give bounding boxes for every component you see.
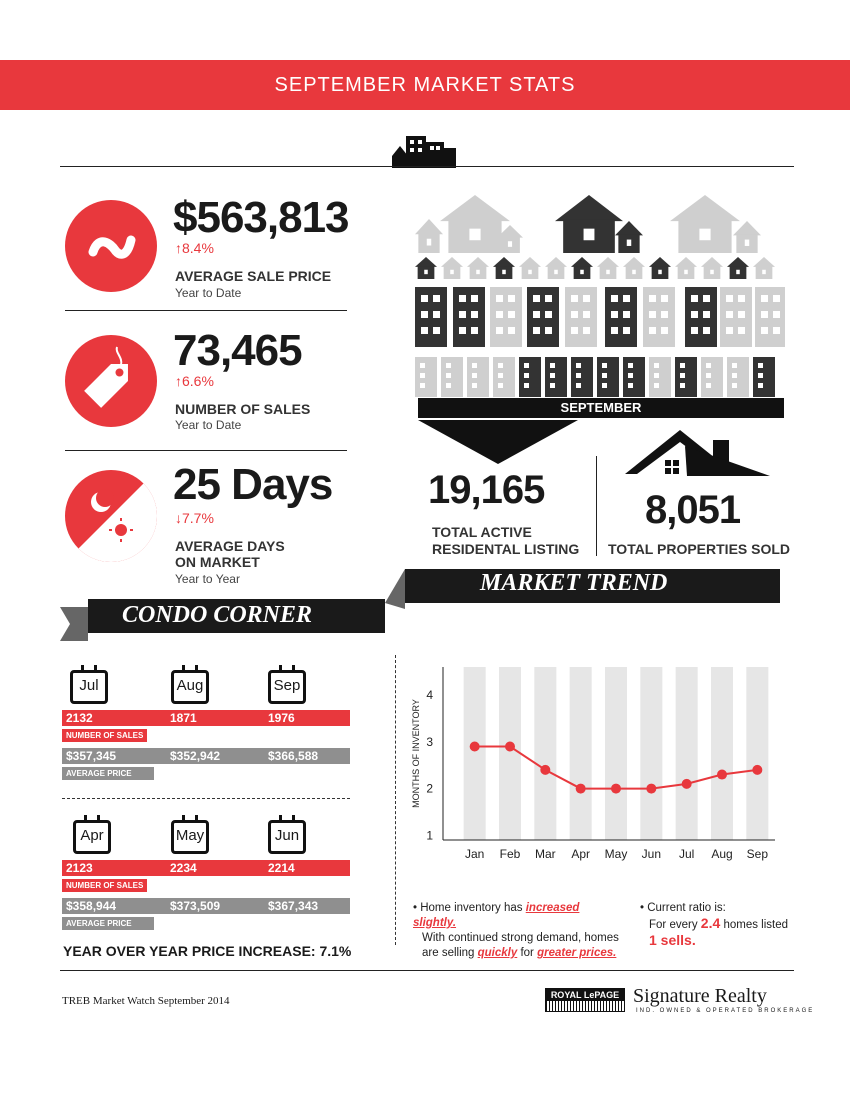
days-on-market-value: 25 Days <box>173 460 333 509</box>
sales-tag: NUMBER OF SALES <box>62 729 147 742</box>
house-icon <box>675 257 697 279</box>
building-icon <box>727 357 749 397</box>
building-icon <box>571 357 593 397</box>
price-bar <box>62 898 350 914</box>
note-text: For every <box>649 919 698 931</box>
days-on-market-label: AVERAGE DAYS <box>175 538 285 554</box>
note-emphasis: greater prices. <box>537 947 617 959</box>
house-icon <box>441 257 463 279</box>
y-axis-label: MONTHS OF INVENTORY <box>411 699 421 808</box>
column-band <box>534 667 556 840</box>
house-icon <box>415 219 443 253</box>
sales-value: 2234 <box>170 861 197 875</box>
month-label: Sep <box>273 677 301 694</box>
avg-sale-price-label: AVERAGE SALE PRICE <box>175 268 332 284</box>
building-icon <box>701 357 723 397</box>
x-tick-label: Apr <box>571 847 591 861</box>
house-icon <box>733 221 761 253</box>
houses-illustration <box>415 195 785 400</box>
x-tick-label: Aug <box>711 847 733 861</box>
tilde-icon <box>65 200 157 292</box>
note-text: are selling <box>422 947 475 959</box>
y-tick-label: 3 <box>426 734 433 749</box>
properties-sold-value: 8,051 <box>645 488 741 532</box>
column-band <box>676 667 698 840</box>
sales-value: 2132 <box>66 711 93 725</box>
building-icon <box>597 357 619 397</box>
price-value: $373,509 <box>170 899 221 913</box>
number-of-sales-period: Year to Date <box>175 418 242 432</box>
x-tick-label: Jan <box>464 847 485 861</box>
days-on-market-period: Year to Year <box>175 572 240 586</box>
house-icon <box>545 257 567 279</box>
barcode-pattern <box>546 1001 624 1011</box>
up-arrow-icon: ↑ <box>175 373 182 389</box>
active-listing-label: TOTAL ACTIVE <box>432 524 532 540</box>
house-icon <box>415 257 437 279</box>
building-icon <box>605 287 637 347</box>
up-arrow-icon: ↑ <box>175 240 182 256</box>
condo-corner-title: CONDO CORNER <box>122 602 313 628</box>
building-icon <box>753 357 775 397</box>
month-label: May <box>175 827 205 844</box>
house-icon <box>623 257 645 279</box>
building-icon <box>415 357 437 397</box>
x-tick-label: Jul <box>678 847 695 861</box>
month-label: Aug <box>176 677 204 694</box>
building-icon <box>685 287 717 347</box>
active-listing-value: 19,165 <box>428 468 545 512</box>
building-icon <box>490 287 522 347</box>
building-icon <box>623 357 645 397</box>
brokerage-tagline: IND. OWNED & OPERATED BROKERAGE <box>636 1008 815 1014</box>
dashed-divider <box>62 798 350 799</box>
calendar-icon <box>268 820 306 854</box>
x-tick-label: Feb <box>499 847 521 861</box>
column-band <box>499 667 521 840</box>
data-point <box>682 779 692 789</box>
page-title: SEPTEMBER MARKET STATS <box>0 60 850 110</box>
avg-sale-price-change <box>175 240 214 256</box>
building-icon <box>643 287 675 347</box>
price-bar <box>62 748 350 764</box>
building-icon <box>565 287 597 347</box>
building-icon <box>545 357 567 397</box>
divider <box>596 456 597 556</box>
sales-bar <box>62 860 350 876</box>
price-value: $358,944 <box>66 899 117 913</box>
data-point <box>752 765 762 775</box>
building-icon <box>493 357 515 397</box>
house-icon <box>440 195 510 253</box>
data-point <box>505 741 515 751</box>
market-trend-title: MARKET TREND <box>480 570 668 596</box>
down-arrow-icon <box>418 420 578 465</box>
active-listing-label: RESIDENTAL LISTING <box>432 541 580 557</box>
divider <box>65 310 347 311</box>
inventory-note: • Home inventory has increased slightly. With continued strong demand, homes are selling quickly for greater prices. <box>413 901 623 961</box>
building-icon <box>649 357 671 397</box>
september-banner: SEPTEMBER <box>418 398 784 418</box>
y-tick-label: 1 <box>426 828 433 843</box>
calendar-icon <box>171 820 209 854</box>
number-of-sales-label: NUMBER OF SALES <box>175 401 311 417</box>
building-icon <box>527 287 559 347</box>
house-icon <box>649 257 671 279</box>
column-band <box>570 667 592 840</box>
divider <box>65 450 347 451</box>
calendar-icon <box>268 670 306 704</box>
note-text: for <box>520 947 534 959</box>
month-label: Apr <box>80 827 104 844</box>
x-tick-label: Mar <box>534 847 556 861</box>
price-value: $366,588 <box>268 749 319 763</box>
column-band <box>746 667 768 840</box>
column-band <box>640 667 662 840</box>
x-tick-label: Jun <box>641 847 662 861</box>
days-on-market-change <box>175 510 214 526</box>
x-tick-label: Sep <box>746 847 769 861</box>
data-point <box>540 765 550 775</box>
x-tick-label: May <box>604 847 628 861</box>
stat-icon-circle <box>65 470 157 562</box>
sales-value: 2123 <box>66 861 93 875</box>
brokerage-name: Signature Realty <box>633 985 767 1007</box>
source-note: TREB Market Watch September 2014 <box>62 995 230 1007</box>
house-icon <box>467 257 489 279</box>
house-icon <box>555 195 623 253</box>
divider <box>60 970 794 971</box>
building-icon <box>755 287 785 347</box>
building-icon <box>720 287 752 347</box>
dashed-divider <box>395 655 396 945</box>
y-tick-label: 4 <box>426 688 433 703</box>
column-band <box>464 667 486 840</box>
properties-sold-label: TOTAL PROPERTIES SOLD <box>608 541 791 557</box>
calendar-icon <box>70 670 108 704</box>
data-point <box>576 784 586 794</box>
house-icon <box>701 257 723 279</box>
avg-sale-price-value: $563,813 <box>173 193 349 242</box>
skyline-icon <box>392 130 464 168</box>
change-value: 8.4% <box>182 240 214 256</box>
stat-icon-circle <box>65 335 157 427</box>
y-tick-label: 2 <box>426 781 433 796</box>
house-icon <box>571 257 593 279</box>
ratio-result: 1 sells. <box>649 932 696 948</box>
number-of-sales-change <box>175 373 214 389</box>
brand-text: ROYAL LePAGE <box>546 989 624 1001</box>
price-value: $367,343 <box>268 899 319 913</box>
price-tag-icon <box>65 335 157 427</box>
note-emphasis: quickly <box>477 947 518 959</box>
down-arrow-icon: ↓ <box>175 510 182 526</box>
building-icon <box>415 287 447 347</box>
price-value: $357,345 <box>66 749 117 763</box>
building-icon <box>453 287 485 347</box>
note-text: With continued strong demand, homes <box>422 932 619 944</box>
data-point <box>646 784 656 794</box>
note-text: homes listed <box>723 919 789 931</box>
number-of-sales-value: 73,465 <box>173 326 302 375</box>
data-point <box>717 770 727 780</box>
data-point <box>611 784 621 794</box>
house-icon <box>493 257 515 279</box>
column-band <box>711 667 733 840</box>
stat-icon-circle <box>65 200 157 292</box>
divider <box>60 166 794 167</box>
building-icon <box>441 357 463 397</box>
month-label: Jun <box>274 827 300 844</box>
avg-sale-price-period: Year to Date <box>175 286 242 300</box>
days-on-market-label: ON MARKET <box>175 554 260 570</box>
note-emphasis: increased slightly. <box>413 902 580 929</box>
sales-value: 2214 <box>268 861 295 875</box>
day-night-icon <box>65 470 157 562</box>
price-tag: AVERAGE PRICE <box>62 767 154 780</box>
building-icon <box>675 357 697 397</box>
inventory-chart <box>405 655 785 870</box>
sales-tag: NUMBER OF SALES <box>62 879 147 892</box>
note-text: Current ratio is: <box>647 902 726 914</box>
house-icon <box>753 257 775 279</box>
sales-value: 1976 <box>268 711 295 725</box>
change-value: 7.7% <box>182 510 214 526</box>
royal-lepage-logo <box>545 988 625 1012</box>
sales-value: 1871 <box>170 711 197 725</box>
data-point <box>470 741 480 751</box>
ratio-note: • Current ratio is: For every 2.4 homes listed 1 sells. <box>640 902 789 948</box>
house-icon <box>615 221 643 253</box>
change-value: 6.6% <box>182 373 214 389</box>
note-text: Home inventory has <box>420 902 523 914</box>
building-icon <box>467 357 489 397</box>
calendar-icon <box>73 820 111 854</box>
column-band <box>605 667 627 840</box>
yoy-increase: YEAR OVER YEAR PRICE INCREASE: 7.1% <box>63 943 352 959</box>
price-tag: AVERAGE PRICE <box>62 917 154 930</box>
building-icon <box>519 357 541 397</box>
price-value: $352,942 <box>170 749 221 763</box>
house-icon <box>519 257 541 279</box>
house-icon <box>597 257 619 279</box>
ratio-value: 2.4 <box>700 915 721 931</box>
house-roof-icon <box>625 428 770 480</box>
calendar-icon <box>171 670 209 704</box>
sales-bar <box>62 710 350 726</box>
house-icon <box>727 257 749 279</box>
house-icon <box>670 195 740 253</box>
month-label: Jul <box>79 677 99 694</box>
